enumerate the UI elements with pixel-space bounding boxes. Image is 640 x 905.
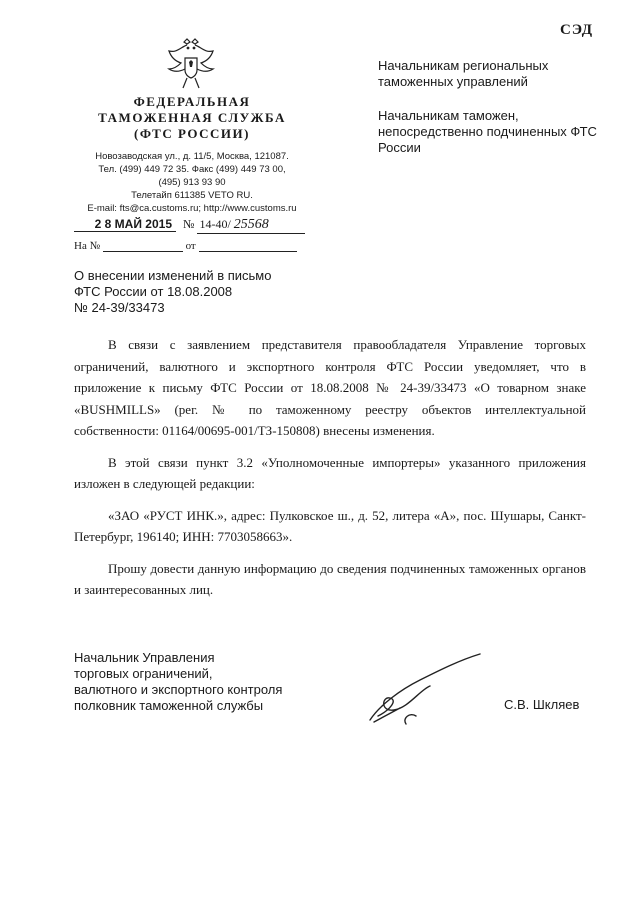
organization-address — [60, 150, 324, 215]
organization-name — [70, 94, 314, 142]
reference-line — [74, 240, 297, 252]
org-line-2: ТАМОЖЕННАЯ СЛУЖБА — [98, 110, 286, 125]
registration-date: 2 8 МАЙ 2015 — [74, 217, 176, 232]
reference-number-label: На № — [74, 240, 101, 252]
reference-number-blank — [103, 241, 183, 252]
registration-number-handwritten: 25568 — [233, 217, 269, 232]
signatory-position — [74, 650, 282, 714]
org-line-3: (ФТС РОССИИ) — [134, 126, 250, 141]
position-line-4: полковник таможенной службы — [74, 698, 264, 713]
signatory-name: С.В. Шкляев — [504, 697, 580, 712]
subject-line-2: ФТС России от 18.08.2008 — [74, 284, 233, 299]
subject-line-3: № 24-39/33473 — [74, 300, 165, 315]
body-paragraph-1: В связи с заявлением представителя правообладателя Управление торговых ограничений, валютного и экспортного контроля ФТС России уведомляет, что в приложение к письму ФТС России от 18.08.2008 № 24-39/33473 «О товарном знаке «BUSHMILLS» (рег. № по таможенному реестру объектов интеллектуальной собственности: 01164/00695-001/ТЗ-150808) внесены изменения. — [74, 337, 586, 438]
subject-line-1: О внесении изменений в письмо — [74, 268, 272, 283]
letter-body — [74, 334, 586, 601]
coat-of-arms-icon — [166, 36, 216, 92]
sed-stamp: СЭД — [560, 22, 594, 38]
letter-subject — [74, 268, 334, 316]
position-line-3: валютного и экспортного контроля — [74, 682, 283, 697]
position-line-1: Начальник Управления — [74, 650, 215, 665]
address-line-1: Новозаводская ул., д. 11/5, Москва, 121087. — [95, 151, 289, 162]
body-paragraph-4: Прошу довести данную информацию до сведения подчиненных таможенных органов и заинтересованных лиц. — [74, 560, 586, 597]
recipients — [378, 58, 618, 174]
handwritten-signature — [360, 650, 500, 730]
recipient-2: Начальникам таможен, непосредственно подчиненных ФТС России — [378, 108, 597, 155]
body-paragraph-2: В этой связи пункт 3.2 «Уполномоченные импортеры» указанного приложения изложен в следующей редакции: — [74, 454, 586, 491]
address-line-4: Телетайп 611385 VETO RU. — [131, 190, 253, 201]
body-paragraph-3: «ЗАО «РУСТ ИНК.», адрес: Пулковское ш., д. 52, литера «А», пос. Шушары, Санкт-Петербург, 196140; ИНН: 7703058663». — [74, 507, 586, 544]
registration-number-printed: 14-40/ — [199, 217, 231, 231]
recipient-1: Начальникам региональных таможенных управлений — [378, 58, 549, 89]
reference-date-blank — [199, 241, 297, 252]
registration-number-label: № — [183, 217, 195, 231]
address-line-3: (495) 913 93 90 — [158, 177, 226, 188]
address-line-2: Тел. (499) 449 72 35. Факс (499) 449 73 00, — [98, 164, 286, 175]
position-line-2: торговых ограничений, — [74, 666, 213, 681]
registration-line — [74, 217, 305, 234]
org-line-1: ФЕДЕРАЛЬНАЯ — [133, 94, 251, 109]
reference-date-label: от — [185, 240, 196, 252]
registration-number — [197, 217, 305, 234]
address-line-5: E-mail: fts@ca.customs.ru; http://www.customs.ru — [87, 203, 297, 214]
